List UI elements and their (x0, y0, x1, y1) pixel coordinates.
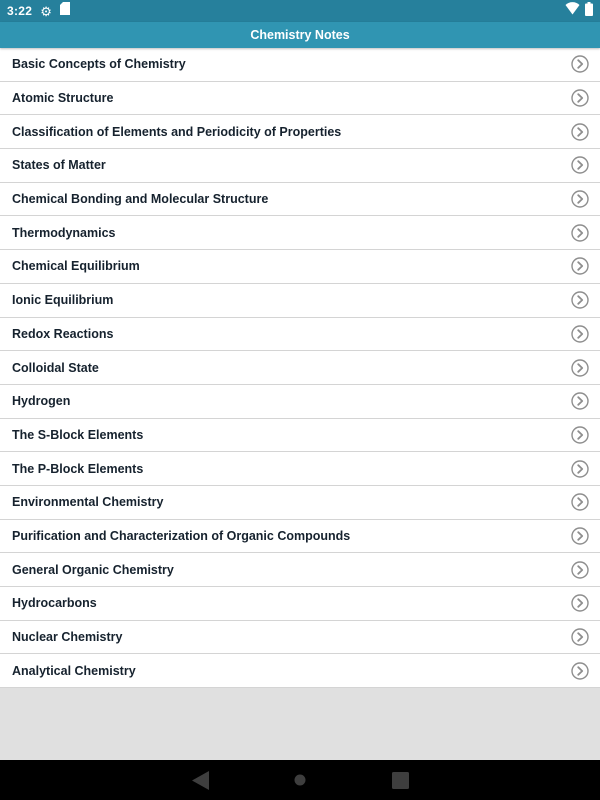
chevron-right-icon (571, 628, 589, 646)
topic-list (0, 48, 600, 688)
list-item[interactable] (0, 587, 600, 621)
list-item[interactable] (0, 318, 600, 352)
topic-label: Atomic Structure (12, 91, 114, 106)
topic-label: The P-Block Elements (12, 461, 144, 476)
topic-label: Analytical Chemistry (12, 663, 136, 678)
status-right-cluster (565, 2, 593, 21)
sim-card-icon (60, 2, 70, 20)
list-item[interactable] (0, 216, 600, 250)
topic-label: Redox Reactions (12, 326, 114, 341)
chevron-right-icon (571, 89, 589, 107)
list-item[interactable] (0, 654, 600, 688)
chevron-right-icon (571, 527, 589, 545)
chevron-right-icon (571, 392, 589, 410)
topic-label: Thermodynamics (12, 225, 116, 240)
list-item[interactable] (0, 284, 600, 318)
topic-label: Environmental Chemistry (12, 495, 164, 510)
chevron-right-icon (571, 224, 589, 242)
battery-icon (585, 2, 593, 21)
wifi-icon (565, 2, 580, 20)
topic-label: Hydrocarbons (12, 596, 97, 611)
list-item[interactable] (0, 553, 600, 587)
chevron-right-icon (571, 55, 589, 73)
chevron-right-icon (571, 359, 589, 377)
chevron-right-icon (571, 123, 589, 141)
list-item[interactable] (0, 82, 600, 116)
chevron-right-icon (571, 594, 589, 612)
chevron-right-icon (571, 257, 589, 275)
topic-label: Basic Concepts of Chemistry (12, 57, 186, 72)
topic-label: General Organic Chemistry (12, 562, 174, 577)
list-item[interactable] (0, 115, 600, 149)
chevron-right-icon (571, 662, 589, 680)
list-item[interactable] (0, 351, 600, 385)
list-item[interactable] (0, 486, 600, 520)
topic-label: Chemical Equilibrium (12, 259, 140, 274)
list-item[interactable] (0, 149, 600, 183)
topic-label: The S-Block Elements (12, 427, 144, 442)
recents-button[interactable] (388, 768, 412, 792)
chevron-right-icon (571, 493, 589, 511)
chevron-right-icon (571, 460, 589, 478)
chevron-right-icon (571, 190, 589, 208)
page-title: Chemistry Notes (250, 28, 350, 42)
topic-label: Nuclear Chemistry (12, 630, 123, 645)
app-bar (0, 22, 600, 48)
status-left-cluster (7, 2, 70, 20)
chevron-right-icon (571, 291, 589, 309)
topic-label: Purification and Characterization of Organic Compounds (12, 528, 351, 543)
topic-label: Classification of Elements and Periodicity of Properties (12, 124, 342, 139)
topic-label: States of Matter (12, 158, 106, 173)
clock-text: 3:22 (7, 4, 33, 18)
list-item[interactable] (0, 385, 600, 419)
topic-label: Hydrogen (12, 394, 71, 409)
chevron-right-icon (571, 426, 589, 444)
chevron-right-icon (571, 561, 589, 579)
list-item[interactable] (0, 520, 600, 554)
topic-label: Colloidal State (12, 360, 99, 375)
list-item[interactable] (0, 452, 600, 486)
chevron-right-icon (571, 156, 589, 174)
navigation-bar (0, 760, 600, 800)
list-item[interactable] (0, 250, 600, 284)
list-item[interactable] (0, 183, 600, 217)
topic-label: Ionic Equilibrium (12, 293, 114, 308)
chevron-right-icon (571, 325, 589, 343)
home-button[interactable] (288, 768, 312, 792)
back-button[interactable] (188, 768, 212, 792)
topic-label: Chemical Bonding and Molecular Structure (12, 192, 269, 207)
list-item[interactable] (0, 48, 600, 82)
list-item[interactable] (0, 621, 600, 655)
list-item[interactable] (0, 419, 600, 453)
status-bar (0, 0, 600, 22)
gear-icon: ⚙ (40, 3, 52, 19)
